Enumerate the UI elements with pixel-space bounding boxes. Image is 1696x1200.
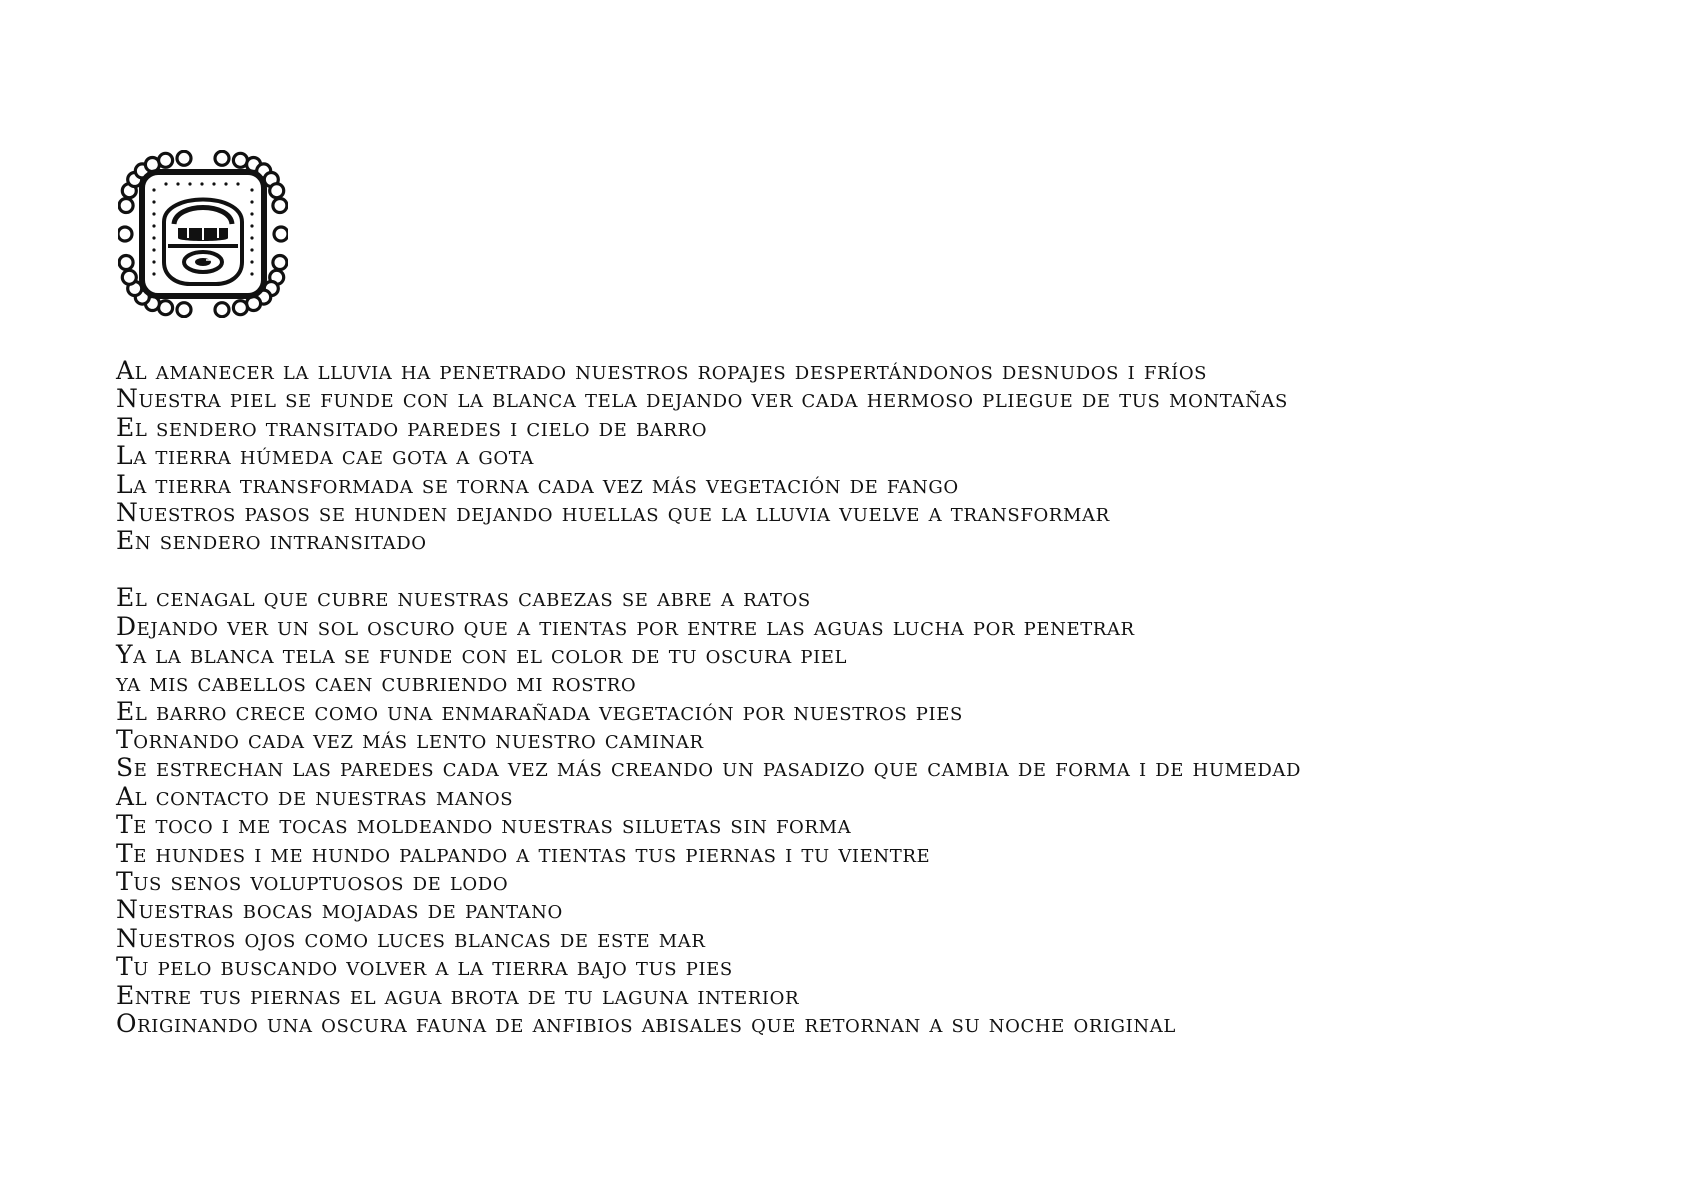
verse-line: Al contacto de nuestras manos — [116, 781, 514, 811]
poem — [116, 357, 1656, 1038]
stanza-1 — [116, 357, 1656, 556]
verse-line: El barro crece como una enmarañada vegetación por nuestros pies — [116, 696, 963, 726]
verse-line: Al amanecer la lluvia ha penetrado nuestros ropajes despertándonos desnudos i fríos — [116, 356, 1208, 385]
verse-line: Dejando ver un sol oscuro que a tientas por entre las aguas lucha por penetrar — [116, 611, 1135, 641]
verse-line: La tierra transformada se torna cada vez más vegetación de fango — [116, 469, 959, 499]
verse-line: Nuestra piel se funde con la blanca tela dejando ver cada hermoso pliegue de tus montañas — [116, 384, 1288, 414]
verse-line: Ya la blanca tela se funde con el color de tu oscura piel — [116, 639, 848, 669]
verse-line: Te hundes i me hundo palpando a tientas tus piernas i tu vientre — [116, 838, 931, 868]
verse-line: El cenagal que cubre nuestras cabezas se abre a ratos — [116, 583, 811, 613]
verse-line: La tierra húmeda cae gota a gota — [116, 441, 534, 471]
maya-day-sign-icon — [118, 150, 288, 318]
verse-line: Tus senos voluptuosos de lodo — [116, 867, 509, 897]
verse-line: El sendero transitado paredes i cielo de barro — [116, 412, 708, 442]
verse-line: Tornando cada vez más lento nuestro caminar — [116, 725, 704, 755]
verse-line: Nuestros ojos como luces blancas de este mar — [116, 923, 706, 953]
verse-line: Nuestros pasos se hunden dejando huellas que la lluvia vuelve a transformar — [116, 497, 1110, 527]
verse-line: ya mis cabellos caen cubriendo mi rostro — [116, 668, 637, 698]
verse-line: Se estrechan las paredes cada vez más creando un pasadizo que cambia de forma i de humedad — [116, 753, 1302, 783]
verse-line: Originando una oscura fauna de anfibios abisales que retornan a su noche original — [116, 1008, 1176, 1038]
verse-line: Entre tus piernas el agua brota de tu laguna interior — [116, 980, 800, 1010]
verse-line: En sendero intransitado — [116, 526, 427, 556]
stanza-2 — [116, 584, 1656, 1038]
verse-line: Tu pelo buscando volver a la tierra bajo tus pies — [116, 952, 733, 982]
verse-line: Nuestras bocas mojadas de pantano — [116, 895, 563, 925]
verse-line: Te toco i me tocas moldeando nuestras siluetas sin forma — [116, 810, 852, 840]
